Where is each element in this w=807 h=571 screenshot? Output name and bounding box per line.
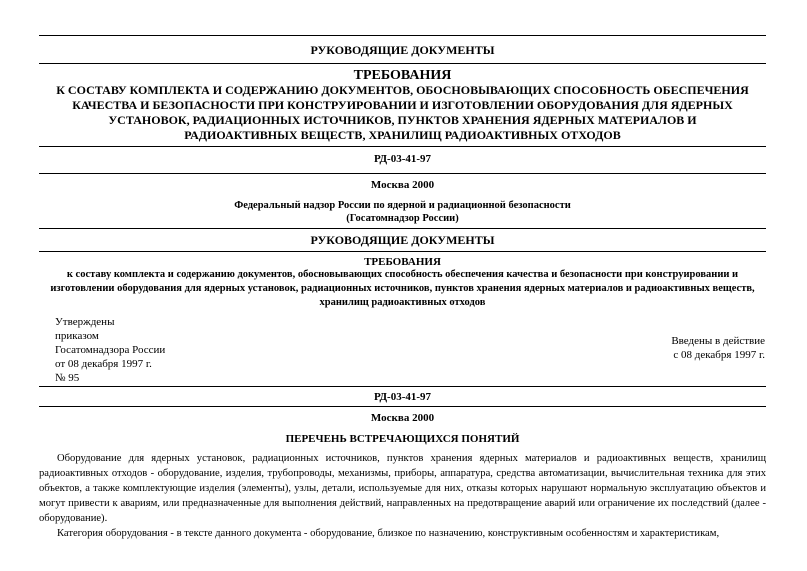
header-city-year: Москва 2000	[370, 179, 435, 191]
agency-line-2: (Госатомнадзор России)	[346, 213, 459, 224]
section-req-subtitle: к составу комплекта и содержанию документов, обосновывающих способность обеспечения качества и безопасности при конструировании и изготовлении оборудования для ядерных установок, радиационных источников, пунктов хранения ядерных материалов и радиоактивных веществ, хранилищ радиоактивных отходов	[50, 269, 755, 308]
header-req-subtitle: К СОСТАВУ КОМПЛЕКТА И СОДЕРЖАНИЮ ДОКУМЕНТОВ, ОБОСНОВЫВАЮЩИХ СПОСОБНОСТЬ ОБЕСПЕЧЕНИЯ КАЧЕСТВА И БЕЗОПАСНОСТИ ПРИ КОНСТРУИРОВАНИИ И ИЗГОТОВЛЕНИИ ОБОРУДОВАНИЯ ДЛЯ ЯДЕРНЫХ УСТАНОВОК, РАДИАЦИОННЫХ ИСТОЧНИКОВ, ПУНКТОВ ХРАНЕНИЯ ЯДЕРНЫХ МАТЕРИАЛОВ И РАДИОАКТИВНЫХ ВЕЩЕСТВ, ХРАНИЛИЩ РАДИОАКТИВНЫХ ОТХОДОВ	[56, 83, 749, 142]
paragraph: Оборудование для ядерных установок, радиационных источников, пунктов хранения ядерных материалов и радиоактивных веществ, хранилищ радиоактивных отходов - оборудование, изделия, трубопроводы, механизмы, приборы, аппаратура, средства автоматизации, вычислительная техника для этих объектов, а также комплектующие изделия (элементы), узлы, детали, используемые для них, отказы которых нарушают нормальную эксплуатацию объектов и могут привести к авариям, или предназначенные для выполнения действий, направленных на предотвращение аварий или ограничение их последствий (далее - оборудование).	[39, 453, 766, 524]
effective-line: Введены в действие	[671, 335, 765, 347]
approval-line: от 08 декабря 1997 г.	[55, 358, 152, 370]
rule	[39, 228, 766, 229]
top-rule	[39, 35, 766, 36]
section-doc-code: РД-03-41-97	[373, 391, 432, 403]
terms-title: ПЕРЕЧЕНЬ ВСТРЕЧАЮЩИХСЯ ПОНЯТИЙ	[285, 433, 520, 445]
rule	[39, 63, 766, 64]
header-doc-code: РД-03-41-97	[373, 153, 432, 165]
approval-line: Утверждены	[55, 316, 115, 328]
rule	[39, 173, 766, 174]
approval-line: Госатомнадзора России	[55, 344, 166, 356]
section-req-title: ТРЕБОВАНИЯ	[364, 256, 441, 268]
effective-block	[671, 334, 765, 362]
header-req-title: ТРЕБОВАНИЯ	[353, 68, 452, 83]
approval-line: приказом	[55, 330, 99, 342]
rule	[39, 146, 766, 147]
rule	[39, 406, 766, 407]
approval-line: № 95	[55, 372, 80, 384]
rule	[39, 251, 766, 252]
body-text	[39, 451, 766, 541]
header-top-title: РУКОВОДЯЩИЕ ДОКУМЕНТЫ	[310, 43, 495, 57]
section-title: РУКОВОДЯЩИЕ ДОКУМЕНТЫ	[310, 233, 495, 247]
effective-line: с 08 декабря 1997 г.	[673, 349, 765, 361]
section-city-year: Москва 2000	[370, 412, 435, 424]
approval-block	[55, 315, 165, 385]
agency-line-1: Федеральный надзор России по ядерной и радиационной безопасности	[234, 200, 571, 211]
rule	[39, 386, 766, 387]
paragraph: Категория оборудования - в тексте данного документа - оборудование, близкое по назначению, конструктивным особенностям и характеристикам,	[57, 528, 720, 539]
